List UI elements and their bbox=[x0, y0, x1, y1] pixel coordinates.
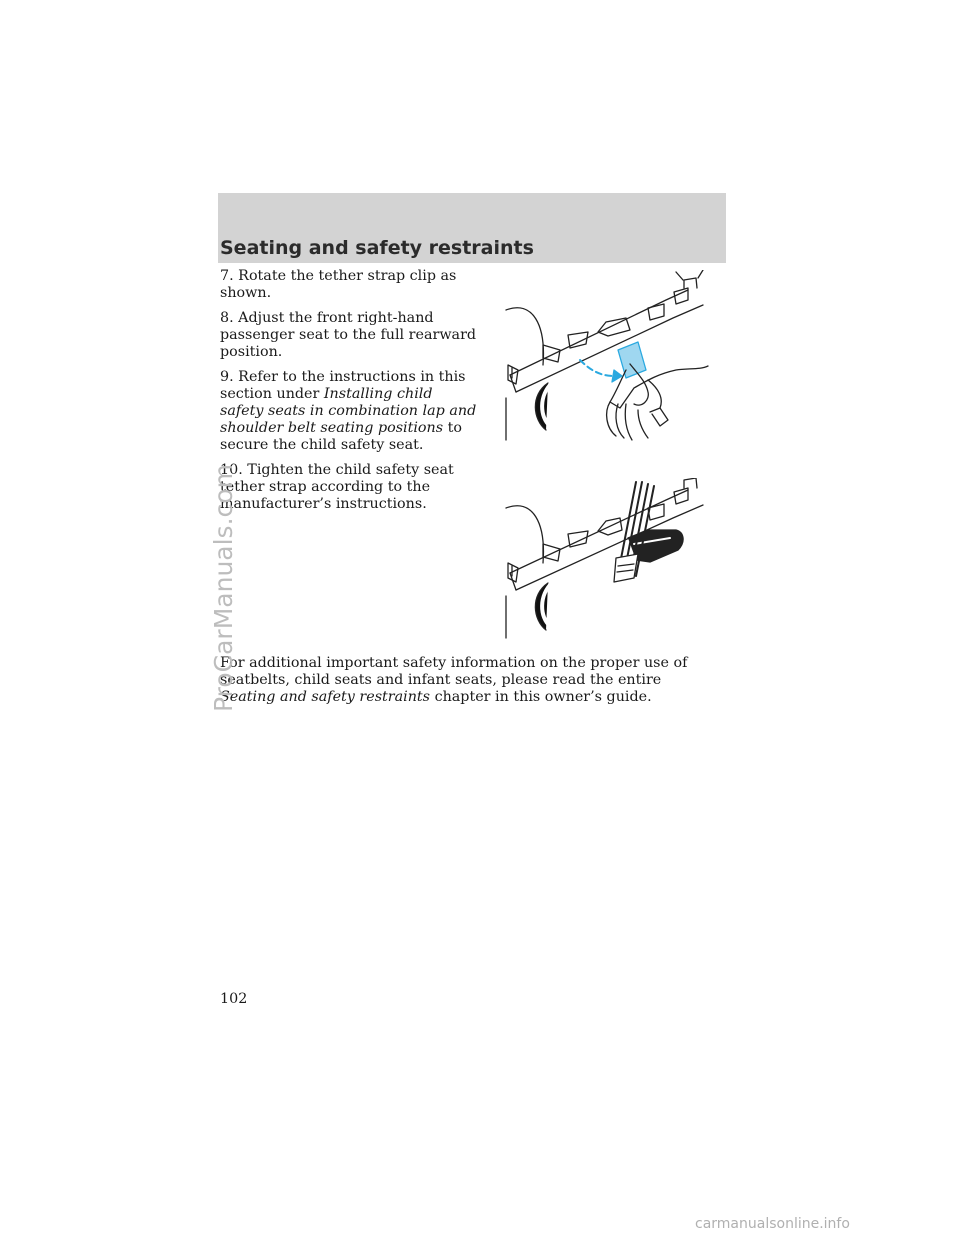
figure-tighten-tether-strap bbox=[498, 478, 710, 643]
instruction-steps bbox=[220, 268, 480, 521]
safety-note-reference: Seating and safety restraints bbox=[220, 689, 431, 705]
page-number: 102 bbox=[220, 991, 248, 1007]
side-watermark: ProCarManuals.com bbox=[209, 464, 238, 712]
step-8: 8. Adjust the front right-hand passenger seat to the full rearward position. bbox=[220, 310, 477, 360]
rotation-arrow-icon bbox=[580, 360, 614, 376]
step-10: 10. Tighten the child safety seat tether strap according to the manufacturer’s instructions. bbox=[220, 462, 454, 512]
safety-note-intro: For additional important safety information on the proper use of seatbelts, child seats and infant seats, please read the entire bbox=[220, 655, 688, 688]
figure-rotate-tether-clip bbox=[498, 270, 710, 445]
section-header-band bbox=[218, 193, 726, 263]
step-9 bbox=[220, 369, 480, 454]
step-7: 7. Rotate the tether strap clip as shown. bbox=[220, 268, 457, 301]
safety-note bbox=[220, 655, 710, 706]
tether-clip-highlight bbox=[618, 342, 646, 378]
safety-note-outro: chapter in this owner’s guide. bbox=[434, 689, 652, 705]
step-9-intro: 9. Refer to the instructions in this section under bbox=[220, 369, 466, 402]
section-title: Seating and safety restraints bbox=[220, 237, 534, 259]
step-9-reference: Installing child safety seats in combination lap and shoulder belt seating positions bbox=[220, 386, 477, 436]
footer-watermark: carmanualsonline.info bbox=[695, 1216, 850, 1232]
step-9-outro: to secure the child safety seat. bbox=[220, 420, 462, 453]
